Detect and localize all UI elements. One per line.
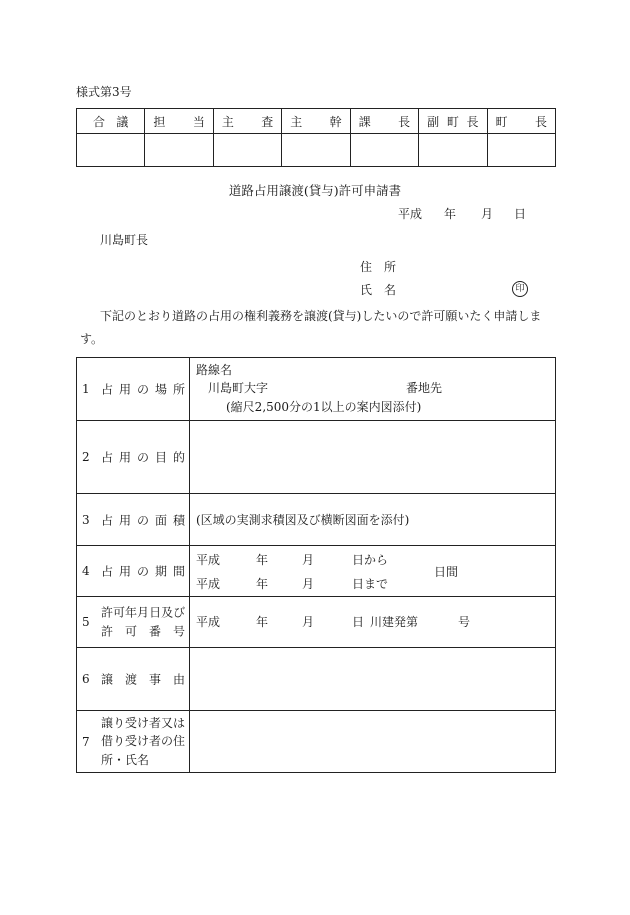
row-number: 4: [82, 564, 90, 578]
row-label: 占 用 の 目 的: [101, 450, 185, 465]
period-to-era: 平成: [196, 577, 221, 591]
period-to-month: 月: [302, 577, 315, 591]
period-from-day: 日から: [352, 553, 389, 567]
approval-header-cell: [282, 109, 350, 134]
address-label: 住 所: [360, 260, 397, 274]
stamp-cell[interactable]: [487, 134, 555, 167]
period-from-month: 月: [302, 553, 315, 567]
stamp-cell[interactable]: [282, 134, 350, 167]
period-field[interactable]: [190, 546, 556, 597]
row-label-cell: [77, 421, 190, 494]
row-label-line: 譲り受け者又は: [101, 715, 186, 730]
approval-header-label: 担 当: [153, 114, 205, 129]
permit-prefix: 川建発第: [370, 615, 419, 629]
date-year: 年: [444, 207, 457, 221]
body-text: 下記のとおり道路の占用の権利義務を譲渡(貸与)したいので許可願いたく申請しま: [100, 309, 542, 323]
approval-header-label: 副 町 長: [427, 114, 479, 129]
area-note: (区域の実測求積図及び横断図面を添付): [196, 512, 410, 527]
row-label-line: 所・氏名: [101, 752, 150, 767]
stamp-cell[interactable]: [213, 134, 281, 167]
table-row: [77, 358, 556, 421]
stamp-cell[interactable]: [350, 134, 418, 167]
period-from-era: 平成: [196, 553, 221, 567]
row-label-cell: [77, 358, 190, 421]
approval-header-cell: [145, 109, 213, 134]
row-label-cell: [77, 597, 190, 648]
approval-header-label: 課 長: [358, 114, 411, 129]
application-table: [76, 357, 556, 773]
approval-header-label: 町 長: [495, 114, 547, 129]
approval-header-cell: [213, 109, 281, 134]
table-row: [77, 711, 556, 773]
row-label-line: 借り受け者の住: [101, 734, 186, 749]
row-label: 占 用 の 場 所: [101, 382, 185, 397]
permit-era: 平成: [196, 615, 221, 629]
permit-month: 月: [302, 615, 315, 629]
date-era: 平成: [398, 207, 423, 221]
row-label: 占 用 の 期 間: [101, 564, 185, 579]
stamp-cell[interactable]: [419, 134, 487, 167]
map-note: (縮尺2,500分の1以上の案内図添付): [226, 400, 422, 414]
row-number: 1: [82, 382, 90, 396]
approval-stamp-table: [76, 108, 556, 167]
table-row: [77, 421, 556, 494]
period-to-day: 日まで: [352, 577, 389, 591]
row-label-cell: [77, 648, 190, 711]
body-text-cont: す。: [80, 332, 104, 346]
approval-header-cell: [77, 109, 145, 134]
row-number: 5: [82, 615, 90, 629]
table-row: [77, 546, 556, 597]
row-label-cell: [77, 546, 190, 597]
area-field[interactable]: [190, 494, 556, 546]
row-label-line: 許 可 番 号: [101, 624, 185, 638]
permit-year: 年: [256, 615, 269, 629]
town-label: 川島町大字: [208, 381, 269, 395]
document-title: 道路占用譲渡(貸与)許可申請書: [228, 183, 402, 198]
permit-day: 日: [352, 615, 365, 629]
approval-header-label: 主 幹: [290, 114, 342, 129]
row-number: 6: [82, 672, 90, 686]
row-number: 3: [82, 512, 90, 527]
period-to-year: 年: [256, 577, 269, 591]
row-label: 占 用 の 面 積: [101, 513, 185, 527]
approval-header-cell: [350, 109, 418, 134]
table-row: [77, 648, 556, 711]
date-day: 日: [514, 207, 527, 221]
approval-header-label: 合 議: [93, 114, 129, 129]
seal-icon: 印: [512, 281, 528, 297]
row-label-line: 許 可 年 月 日 及 び: [101, 605, 186, 620]
lot-label: 番地先: [406, 381, 443, 395]
form-number: 様式第3号: [76, 85, 132, 99]
route-name-label: 路線名: [196, 363, 233, 377]
approval-header-cell: [487, 109, 555, 134]
place-field[interactable]: [190, 358, 556, 421]
transfer-reason-field[interactable]: [190, 648, 556, 711]
approval-header-cell: [419, 109, 487, 134]
row-label-cell: [77, 711, 190, 773]
addressee: 川島町長: [100, 233, 149, 247]
purpose-field[interactable]: [190, 421, 556, 494]
period-from-year: 年: [256, 553, 269, 567]
stamp-cell[interactable]: [145, 134, 213, 167]
date-month: 月: [481, 207, 494, 221]
permit-field[interactable]: [190, 597, 556, 648]
period-days: 日間: [434, 565, 459, 579]
permit-suffix: 号: [458, 615, 471, 629]
table-row: [77, 597, 556, 648]
row-number: 2: [82, 450, 90, 464]
row-label: [101, 714, 185, 770]
table-row: [77, 494, 556, 546]
stamp-cell[interactable]: [77, 134, 145, 167]
row-label: [101, 603, 185, 640]
row-number: 7: [82, 734, 90, 749]
row-label-cell: [77, 494, 190, 546]
row-label: 譲 渡 事 由: [101, 672, 185, 687]
name-label: 氏 名: [360, 283, 397, 297]
approval-header-label: 主 査: [221, 114, 274, 129]
transferee-field[interactable]: [190, 711, 556, 773]
